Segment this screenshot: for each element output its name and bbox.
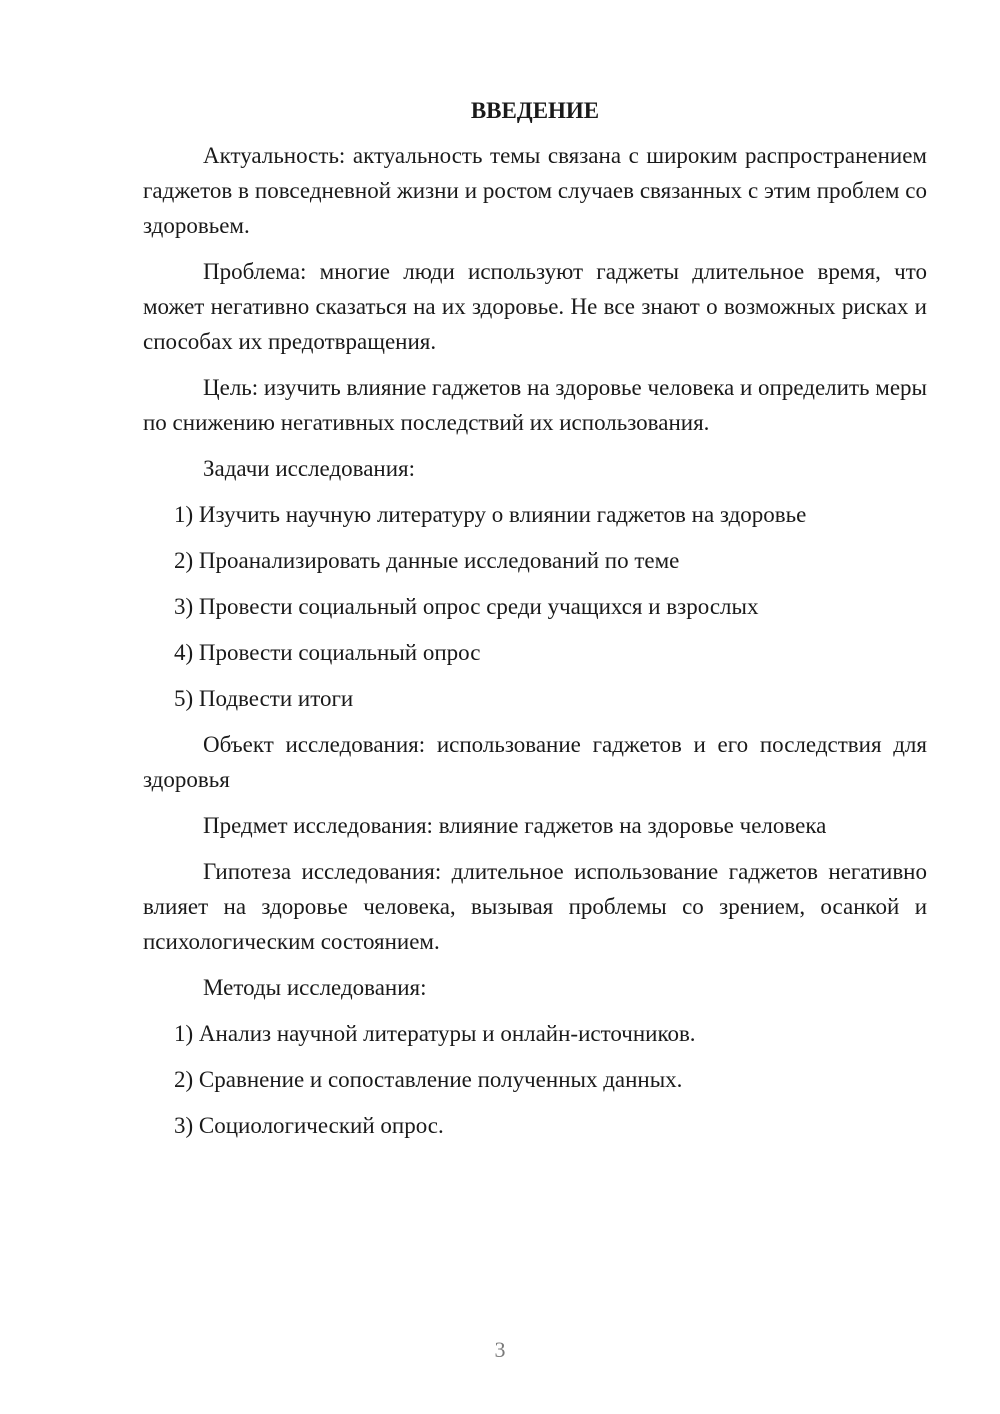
goal-paragraph: Цель: изучить влияние гаджетов на здоровье человека и определить меры по снижению негативных последствий их использования. [143,375,927,435]
relevance-paragraph: Актуальность: актуальность темы связана с широким распространением гаджетов в повседневной жизни и ростом случаев связанных с этим проблем со здоровьем. [143,143,927,238]
method-item: 3) Социологический опрос. [174,1113,444,1138]
page-number: 3 [494,1337,506,1362]
problem-paragraph: Проблема: многие люди используют гаджеты длительное время, что может негативно сказаться на их здоровье. Не все знают о возможных рисках и способах их предотвращения. [143,259,927,354]
methods-title: Методы исследования: [203,975,427,1000]
hypothesis-paragraph: Гипотеза исследования: длительное использование гаджетов негативно влияет на здоровье человека, вызывая проблемы со зрением, осанкой и психологическим состоянием. [143,859,927,954]
task-item: 5) Подвести итоги [174,686,354,711]
task-item: 3) Провести социальный опрос среди учащихся и взрослых [174,594,759,619]
object-paragraph: Объект исследования: использование гаджетов и его последствия для здоровья [143,732,927,792]
page-content [143,93,927,1154]
tasks-title: Задачи исследования: [203,456,416,481]
subject-paragraph: Предмет исследования: влияние гаджетов на здоровье человека [203,813,827,838]
method-item: 2) Сравнение и сопоставление полученных данных. [174,1067,683,1092]
method-item: 1) Анализ научной литературы и онлайн-источников. [174,1021,696,1046]
task-item: 2) Проанализировать данные исследований по теме [174,548,680,573]
section-heading: ВВЕДЕНИЕ [470,98,600,123]
task-item: 4) Провести социальный опрос [174,640,481,665]
task-item: 1) Изучить научную литературу о влиянии гаджетов на здоровье [174,502,807,527]
